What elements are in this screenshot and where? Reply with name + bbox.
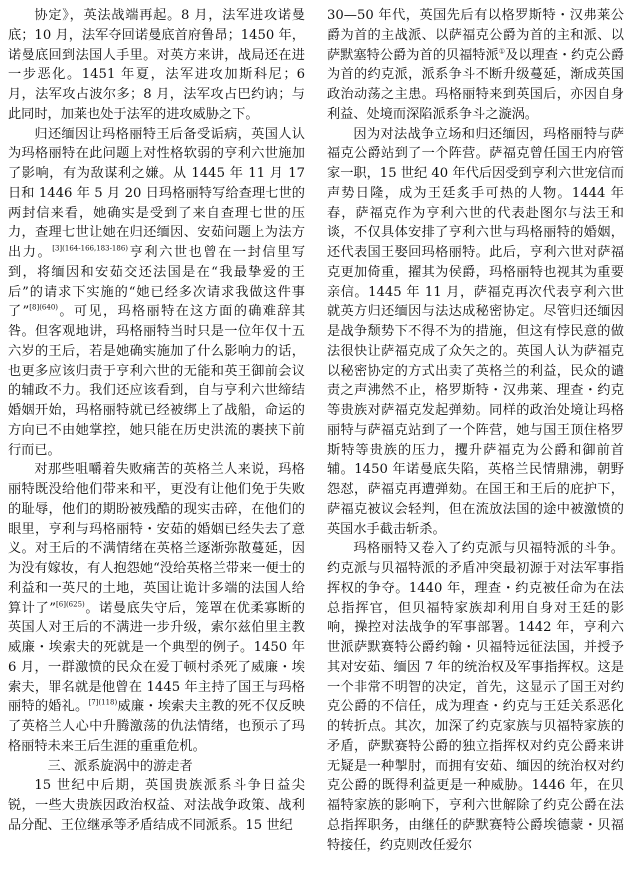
right-column — [327, 6, 624, 855]
body-paragraph — [327, 539, 624, 855]
citation-marker: [7](118) — [88, 698, 118, 707]
left-column — [8, 6, 305, 836]
section-heading: 三、派系旋涡中的游走者 — [47, 758, 193, 774]
body-paragraph — [327, 125, 624, 540]
paragraph-text: 对那些咀嚼着失败痛苦的英格兰人来说，玛格丽特既没给他们带来和平，更没有让他们免于失败的耻辱，他们的期盼被残酷的现实击碎，在他们的眼里，亨利与玛格丽特・安茹的婚姻已经失去了意义。对王后的不满情绪在英格兰逐渐弥散蔓延，因为没有嫁妆，有人抱怨她“没给英格兰带来一便士的利益和一英尺的土地，英国让诡计多端的法国人给算计了” — [8, 462, 305, 616]
body-paragraph — [327, 6, 624, 125]
paragraph-text: 。可见，玛格丽特在这方面的确难辞其咎。但客观地讲，玛格丽特当时只是一位年仅十五六岁的王后，若是她确实施加了什么影响力的话，也更多应该归责于亨利六世的无能和英王御前会议的辅政不力。我们还应该看到，自与亨利六世缔结婚姻开始，玛格丽特就已经被绑上了战船，命运的方向已不由她掌控，她只能在历史洪流的裹挟下前行而已。 — [8, 304, 306, 458]
body-paragraph — [8, 460, 305, 756]
paragraph-text: 15 世纪中后期，英国贵族派系斗争日益尖锐，一些大贵族因政治权益、对法战争政策、战利品分配、王位继承等矛盾结成不同派系。15 世纪 — [8, 778, 305, 833]
citation-marker: [6](625) — [56, 600, 85, 609]
paragraph-text: 因为对法战争立场和归还缅因，玛格丽特与萨福克公爵站到了一个阵营。萨福克曾任国王内府管家一职，15 世纪 40 年代后因受到亨利六世宠信而声势日隆，成为王廷炙手可热的人物。1444 年春，萨福克作为亨利六世的代表赴图尔与法王和谈，不仅具体安排了亨利六世与玛格丽特的婚姻，还代表国王娶回玛格丽特。此后，亨利六世对萨福克更加倚重，擢其为侯爵，玛格丽特也视其为重要亲信。1445 年 11 月，萨福克再次代表亨利六世就英方归还缅因与法达成秘密协定。尽管归还缅因是战争颓势下不得不为的措施，但这有悖民意的做法很快让萨福克成了众矢之的。英国人认为萨福克以秘密协定的方式出卖了英格兰的利益，民众的谴责之声沸然不止，格罗斯特・汉弗莱、理查・约克等贵族对萨福克发起弹劾。同样的政治处境让玛格丽特与萨福克站到了一个阵营，她与国王顶住格罗斯特等贵族的压力，攫升萨福克为公爵和御前首辅。1450 年诺曼底失陷，英格兰民情鼎沸，朝野怨怼，萨福克再遭弹劾。在国王和王后的庇护下，萨福克被议会轻判，但在流放法国的途中被激愤的英国水手截击斩杀。 — [327, 126, 624, 537]
paragraph-text: 玛格丽特又卷入了约克派与贝福特派的斗争。约克派与贝福特派的矛盾冲突最初源于对法军事指挥权的争夺。1440 年，理查・约克被任命为在法总指挥官，但贝福特家族却利用自身对王廷的影响，操控对法战争的军事部署。1442 年，亨利六世派萨默赛特公爵约翰・贝福特远征法国，并授予其对安茹、缅因 7 年的统治权及军事指挥权。这是一个非常不明智的决定，首先，这显示了国王对约克公爵的不信任，成为理查・约克与王廷关系恶化的转折点。其次，加深了约克家族与贝福特家族的矛盾，萨默赛特公爵的独立指挥权对约克公爵来讲无疑是一种掣肘，而拥有安茹、缅因的统治权对约克公爵的既得利益更是一种威胁。1446 年，在贝福特家族的影响下，亨利六世解除了约克公爵在法总指挥职务，由继任的萨默赛特公爵埃德蒙・贝福特接任，约克则改任爱尔 — [327, 541, 624, 853]
citation-marker: [3](164-166,183-186) — [52, 244, 129, 253]
paragraph-text: 威廉・埃索夫主教的死不仅反映了英格兰人心中升腾激荡的仇法情绪，也预示了玛格丽特未来王后生涯的重重危机。 — [8, 699, 306, 754]
paragraph-text: 。诺曼底失守后，笼罩在优柔寡断的英国人对王后的不满进一步升级，索尔兹伯里主教威廉・埃索夫的死就是一个典型的例子。1450 年 6 月，一群激愤的民众在爱丁顿村杀死了威廉・埃索夫，罪名就是他曾在 1445 年主持了国王与玛格丽特的婚礼。 — [8, 600, 305, 715]
paragraph-text: 亨利六世也曾在一封信里写到，将缅因和安茹交还法国是在“我最挚爱的王后”的请求下实施的“她已经多次请求我做这件事了” — [8, 245, 306, 320]
body-paragraph — [8, 776, 305, 835]
paragraph-text: 协定》，英法战端再起。8 月，法军进攻诺曼底；10 月，法军夺回诺曼底首府鲁昂；1450 年，诺曼底回到法国人手里。对英方来讲，战局还在进一步恶化。1451 年夏，法军进攻加斯科尼；6 月，法军攻占波尔多；8 月，法军攻占巴约讷；与此同时，加莱也处于法军的进攻威胁之下。 — [8, 8, 305, 122]
body-paragraph — [8, 6, 305, 125]
paragraph-text: 30—50 年代，英国先后有以格罗斯特・汉弗莱公爵为首的主战派、以萨福克公爵为首的主和派、以萨默塞特公爵为首的贝福特派 — [327, 8, 624, 63]
citation-marker: ① — [498, 47, 506, 56]
citation-marker: [8](640) — [29, 303, 59, 312]
paragraph-text: 及以理查・约克公爵为首的约克派，派系争斗不断升级蔓延，渐成英国政治动荡之主患。玛格丽特来到英国后，亦因自身利益、处境而深陷派系争斗之漩涡。 — [327, 47, 625, 122]
paragraph-text: 归还缅因让玛格丽特王后备受诟病，英国人认为玛格丽特在此问题上对性格软弱的亨利六世施加了影响，有为敌谋利之嫌。从 1445 年 11 月 17 日和 1446 年 5 月 20 日玛格丽特写给查理七世的两封信来看，她确实是受到了来自查理七世的压力，查理七世让她在归还缅因、安茹问题上为法方出力。 — [8, 126, 305, 260]
body-paragraph — [8, 125, 305, 461]
